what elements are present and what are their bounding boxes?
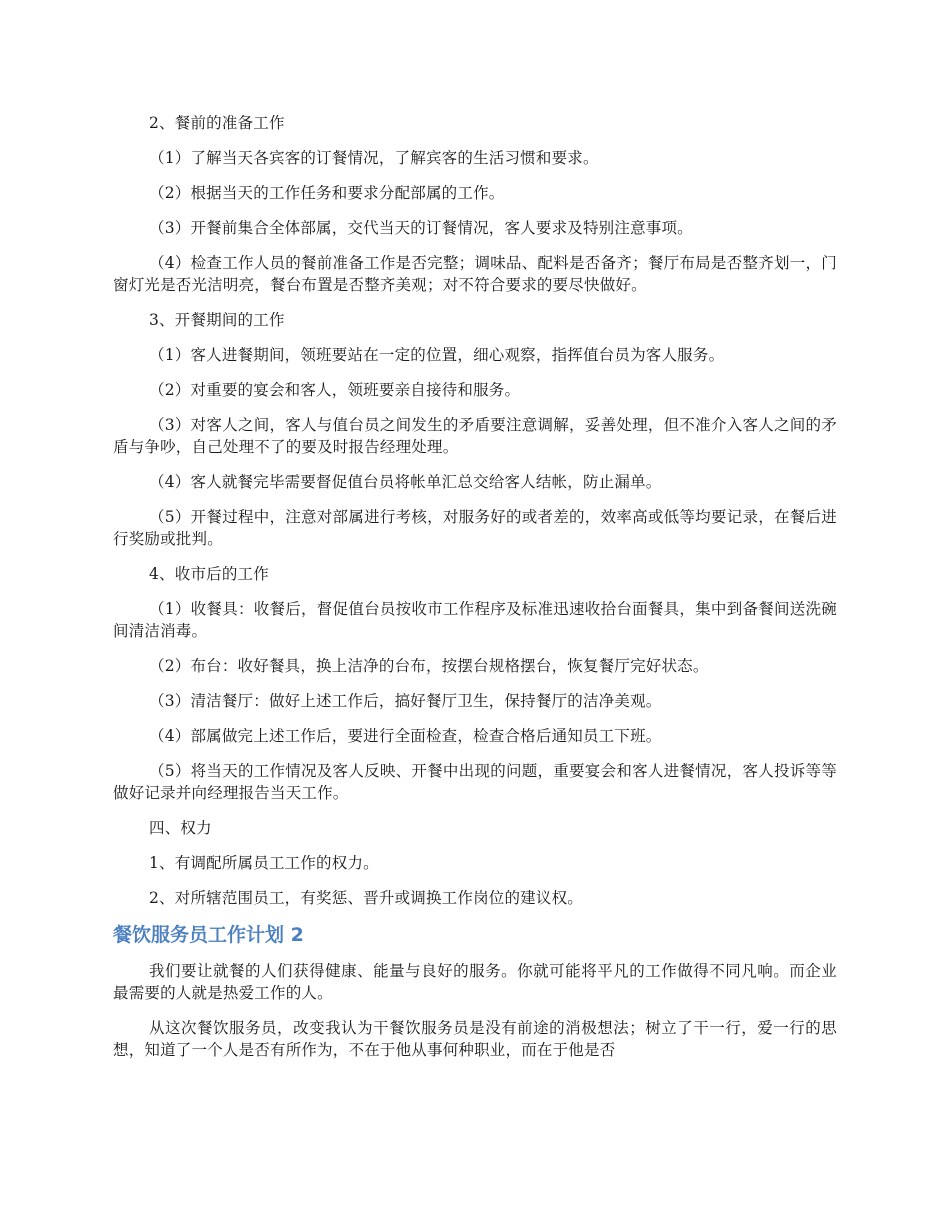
list-item: （1）客人进餐期间，领班要站在一定的位置，细心观察，指挥值台员为客人服务。: [149, 346, 725, 364]
subsection-title: 3、开餐期间的工作: [149, 311, 285, 329]
list-item: 1、有调配所属员工工作的权力。: [149, 854, 379, 872]
list-item: （5）开餐过程中，注意对部属进行考核，对服务好的或者差的，效率高或低等均要记录，在餐后进行奖励或批判。: [113, 508, 837, 548]
list-item: 2、对所辖范围员工，有奖惩、晋升或调换工作岗位的建议权。: [149, 889, 583, 907]
subsection-title: 2、餐前的准备工作: [149, 114, 285, 132]
list-item: （3）清洁餐厅：做好上述工作后，搞好餐厅卫生，保持餐厅的洁净美观。: [149, 692, 662, 710]
list-item: （5）将当天的工作情况及客人反映、开餐中出现的问题，重要宴会和客人进餐情况，客人投诉等等做好记录并向经理报告当天工作。: [113, 762, 837, 802]
list-item: （3）对客人之间，客人与值台员之间发生的矛盾要注意调解，妥善处理，但不准介入客人之间的矛盾与争吵，自己处理不了的要及时报告经理处理。: [113, 416, 837, 456]
list-item: （1）收餐具：收餐后，督促值台员按收市工作程序及标准迅速收拾台面餐具，集中到备餐间送洗碗间清洁消毒。: [113, 600, 837, 640]
section-title: 四、权力: [149, 819, 212, 837]
list-item: （4）检查工作人员的餐前准备工作是否完整；调味品、配料是否备齐；餐厅布局是否整齐划一，门窗灯光是否光洁明亮，餐台布置是否整齐美观；对不符合要求的要尽快做好。: [113, 254, 837, 294]
list-item: （2）布台：收好餐具，换上洁净的台布，按摆台规格摆台，恢复餐厅完好状态。: [149, 657, 709, 675]
list-item: （4）客人就餐完毕需要督促值台员将帐单汇总交给客人结帐，防止漏单。: [149, 473, 662, 491]
subsection-title: 4、收市后的工作: [149, 565, 269, 583]
document-body: [113, 112, 837, 1074]
list-item: （3）开餐前集合全体部属，交代当天的订餐情况，客人要求及特别注意事项。: [149, 219, 693, 237]
list-item: （1）了解当天各宾客的订餐情况，了解宾客的生活习惯和要求。: [149, 149, 599, 167]
list-item: （4）部属做完上述工作后，要进行全面检查，检查合格后通知员工下班。: [149, 727, 662, 745]
body-paragraph: 我们要让就餐的人们获得健康、能量与良好的服务。你就可能将平凡的工作做得不同凡响。而企业最需要的人就是热爱工作的人。: [113, 962, 837, 1002]
section-heading: 餐饮服务员工作计划 2: [113, 924, 304, 946]
list-item: （2）根据当天的工作任务和要求分配部属的工作。: [149, 184, 505, 202]
list-item: （2）对重要的宴会和客人，领班要亲自接待和服务。: [149, 381, 521, 399]
body-paragraph: 从这次餐饮服务员，改变我认为干餐饮服务员是没有前途的消极想法；树立了干一行，爱一行的思想，知道了一个人是否有所作为，不在于他从事何种职业，而在于他是否: [113, 1019, 837, 1059]
